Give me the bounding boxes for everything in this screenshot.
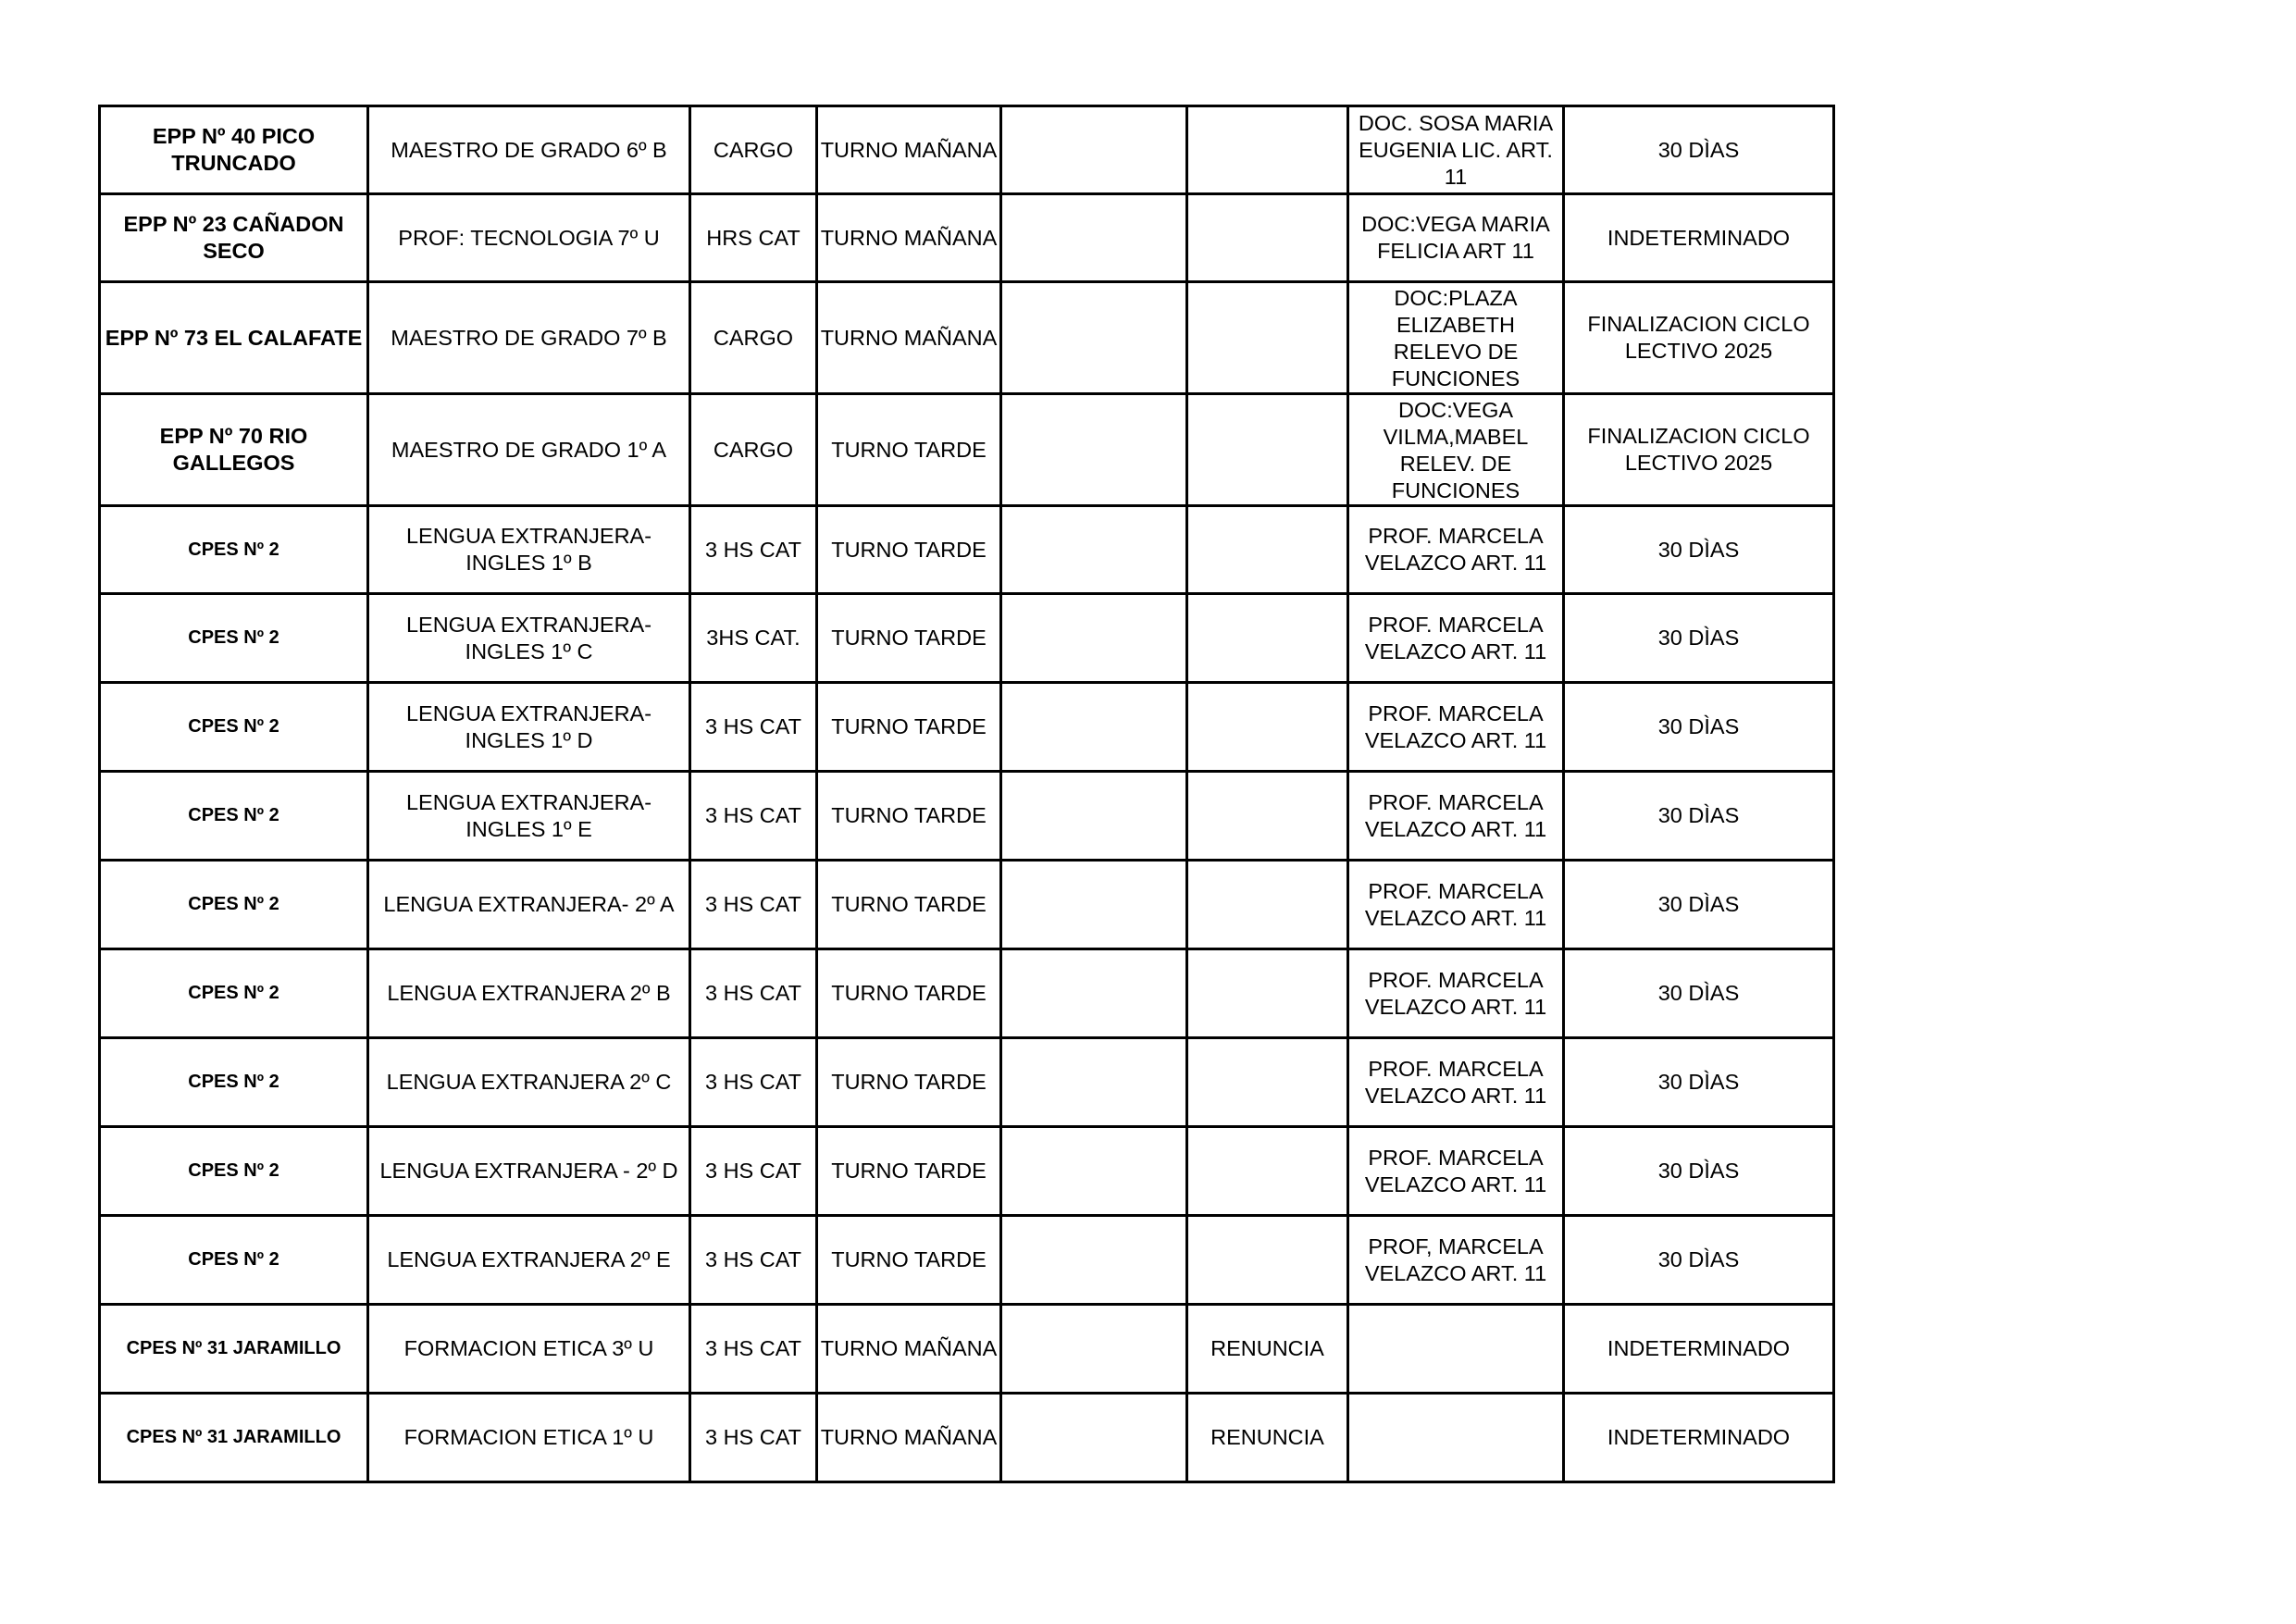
empty-cell [1001,1305,1187,1394]
replaced-teacher-cell: PROF. MARCELA VELAZCO ART. 11 [1348,594,1564,683]
school-cell: CPES Nº 2 [100,861,368,949]
shift-cell: TURNO TARDE [817,506,1001,594]
empty-cell [1001,772,1187,861]
school-cell: CPES Nº 31 JARAMILLO [100,1305,368,1394]
replaced-teacher-cell: DOC. SOSA MARIA EUGENIA LIC. ART. 11 [1348,106,1564,194]
school-cell: CPES Nº 2 [100,1216,368,1305]
school-cell: CPES Nº 2 [100,683,368,772]
school-cell: CPES Nº 2 [100,1038,368,1127]
table-row [100,1216,1834,1305]
empty-cell [1001,282,1187,394]
empty-cell [1001,394,1187,506]
position-type-cell: 3 HS CAT [690,683,817,772]
duration-cell: 30 DÌAS [1564,1038,1834,1127]
position-type-cell: 3 HS CAT [690,1038,817,1127]
subject-cell: PROF: TECNOLOGIA 7º U [368,194,690,282]
position-type-cell: CARGO [690,394,817,506]
empty-cell [1001,1216,1187,1305]
school-cell: EPP Nº 73 EL CALAFATE [100,282,368,394]
empty-cell [1001,506,1187,594]
table-row [100,506,1834,594]
shift-cell: TURNO TARDE [817,1216,1001,1305]
replaced-teacher-cell: PROF. MARCELA VELAZCO ART. 11 [1348,506,1564,594]
school-cell: CPES Nº 2 [100,594,368,683]
table-row [100,861,1834,949]
motive-cell [1187,1038,1348,1127]
empty-cell [1001,1394,1187,1482]
shift-cell: TURNO TARDE [817,949,1001,1038]
duration-cell: 30 DÌAS [1564,861,1834,949]
empty-cell [1001,594,1187,683]
empty-cell [1001,949,1187,1038]
school-cell: CPES Nº 31 JARAMILLO [100,1394,368,1482]
position-type-cell: 3 HS CAT [690,1127,817,1216]
motive-cell [1187,683,1348,772]
table-row [100,772,1834,861]
subject-cell: LENGUA EXTRANJERA 2º E [368,1216,690,1305]
duration-cell: FINALIZACION CICLO LECTIVO 2025 [1564,394,1834,506]
vacancies-table [98,105,1835,1483]
shift-cell: TURNO TARDE [817,772,1001,861]
position-type-cell: CARGO [690,282,817,394]
position-type-cell: 3 HS CAT [690,772,817,861]
replaced-teacher-cell: PROF. MARCELA VELAZCO ART. 11 [1348,949,1564,1038]
replaced-teacher-cell: DOC:VEGA MARIA FELICIA ART 11 [1348,194,1564,282]
motive-cell [1187,194,1348,282]
table-row [100,1127,1834,1216]
shift-cell: TURNO TARDE [817,861,1001,949]
position-type-cell: HRS CAT [690,194,817,282]
empty-cell [1001,194,1187,282]
position-type-cell: 3 HS CAT [690,1394,817,1482]
empty-cell [1001,861,1187,949]
shift-cell: TURNO MAÑANA [817,106,1001,194]
subject-cell: LENGUA EXTRANJERA - 2º D [368,1127,690,1216]
replaced-teacher-cell [1348,1305,1564,1394]
table-row [100,1305,1834,1394]
shift-cell: TURNO MAÑANA [817,1305,1001,1394]
motive-cell [1187,506,1348,594]
table-body [100,106,1834,1482]
subject-cell: FORMACION ETICA 3º U [368,1305,690,1394]
motive-cell [1187,282,1348,394]
duration-cell: 30 DÌAS [1564,506,1834,594]
shift-cell: TURNO MAÑANA [817,194,1001,282]
shift-cell: TURNO TARDE [817,683,1001,772]
duration-cell: 30 DÌAS [1564,683,1834,772]
subject-cell: MAESTRO DE GRADO 7º B [368,282,690,394]
empty-cell [1001,683,1187,772]
replaced-teacher-cell: PROF, MARCELA VELAZCO ART. 11 [1348,1216,1564,1305]
subject-cell: MAESTRO DE GRADO 6º B [368,106,690,194]
motive-cell [1187,394,1348,506]
table-row [100,594,1834,683]
table-row [100,394,1834,506]
motive-cell [1187,594,1348,683]
motive-cell [1187,949,1348,1038]
motive-cell [1187,772,1348,861]
duration-cell: 30 DÌAS [1564,772,1834,861]
motive-cell [1187,1216,1348,1305]
replaced-teacher-cell: DOC:PLAZA ELIZABETH RELEVO DE FUNCIONES [1348,282,1564,394]
empty-cell [1001,106,1187,194]
subject-cell: LENGUA EXTRANJERA 2º B [368,949,690,1038]
school-cell: CPES Nº 2 [100,949,368,1038]
empty-cell [1001,1038,1187,1127]
motive-cell [1187,861,1348,949]
school-cell: EPP Nº 23 CAÑADON SECO [100,194,368,282]
school-cell: EPP Nº 40 PICO TRUNCADO [100,106,368,194]
duration-cell: INDETERMINADO [1564,194,1834,282]
replaced-teacher-cell: PROF. MARCELA VELAZCO ART. 11 [1348,861,1564,949]
table-row [100,1394,1834,1482]
table-row [100,106,1834,194]
school-cell: CPES Nº 2 [100,772,368,861]
replaced-teacher-cell: PROF. MARCELA VELAZCO ART. 11 [1348,1127,1564,1216]
duration-cell: INDETERMINADO [1564,1305,1834,1394]
subject-cell: LENGUA EXTRANJERA-INGLES 1º B [368,506,690,594]
duration-cell: FINALIZACION CICLO LECTIVO 2025 [1564,282,1834,394]
shift-cell: TURNO TARDE [817,594,1001,683]
motive-cell [1187,106,1348,194]
duration-cell: 30 DÌAS [1564,1127,1834,1216]
position-type-cell: 3 HS CAT [690,1305,817,1394]
subject-cell: MAESTRO DE GRADO 1º A [368,394,690,506]
table-row [100,282,1834,394]
empty-cell [1001,1127,1187,1216]
duration-cell: 30 DÌAS [1564,594,1834,683]
position-type-cell: CARGO [690,106,817,194]
replaced-teacher-cell: DOC:VEGA VILMA,MABEL RELEV. DE FUNCIONES [1348,394,1564,506]
subject-cell: LENGUA EXTRANJERA-INGLES 1º E [368,772,690,861]
subject-cell: LENGUA EXTRANJERA-INGLES 1º C [368,594,690,683]
position-type-cell: 3 HS CAT [690,949,817,1038]
replaced-teacher-cell: PROF. MARCELA VELAZCO ART. 11 [1348,772,1564,861]
subject-cell: FORMACION ETICA 1º U [368,1394,690,1482]
motive-cell [1187,1127,1348,1216]
replaced-teacher-cell [1348,1394,1564,1482]
shift-cell: TURNO TARDE [817,1127,1001,1216]
position-type-cell: 3 HS CAT [690,506,817,594]
position-type-cell: 3HS CAT. [690,594,817,683]
table-row [100,949,1834,1038]
table-row [100,1038,1834,1127]
school-cell: CPES Nº 2 [100,506,368,594]
table-row [100,194,1834,282]
duration-cell: 30 DÌAS [1564,949,1834,1038]
motive-cell: RENUNCIA [1187,1394,1348,1482]
replaced-teacher-cell: PROF. MARCELA VELAZCO ART. 11 [1348,1038,1564,1127]
shift-cell: TURNO TARDE [817,394,1001,506]
shift-cell: TURNO TARDE [817,1038,1001,1127]
replaced-teacher-cell: PROF. MARCELA VELAZCO ART. 11 [1348,683,1564,772]
position-type-cell: 3 HS CAT [690,1216,817,1305]
motive-cell: RENUNCIA [1187,1305,1348,1394]
duration-cell: 30 DÌAS [1564,1216,1834,1305]
shift-cell: TURNO MAÑANA [817,282,1001,394]
subject-cell: LENGUA EXTRANJERA-INGLES 1º D [368,683,690,772]
duration-cell: INDETERMINADO [1564,1394,1834,1482]
table-row [100,683,1834,772]
position-type-cell: 3 HS CAT [690,861,817,949]
duration-cell: 30 DÌAS [1564,106,1834,194]
school-cell: EPP Nº 70 RIO GALLEGOS [100,394,368,506]
shift-cell: TURNO MAÑANA [817,1394,1001,1482]
subject-cell: LENGUA EXTRANJERA- 2º A [368,861,690,949]
subject-cell: LENGUA EXTRANJERA 2º C [368,1038,690,1127]
school-cell: CPES Nº 2 [100,1127,368,1216]
